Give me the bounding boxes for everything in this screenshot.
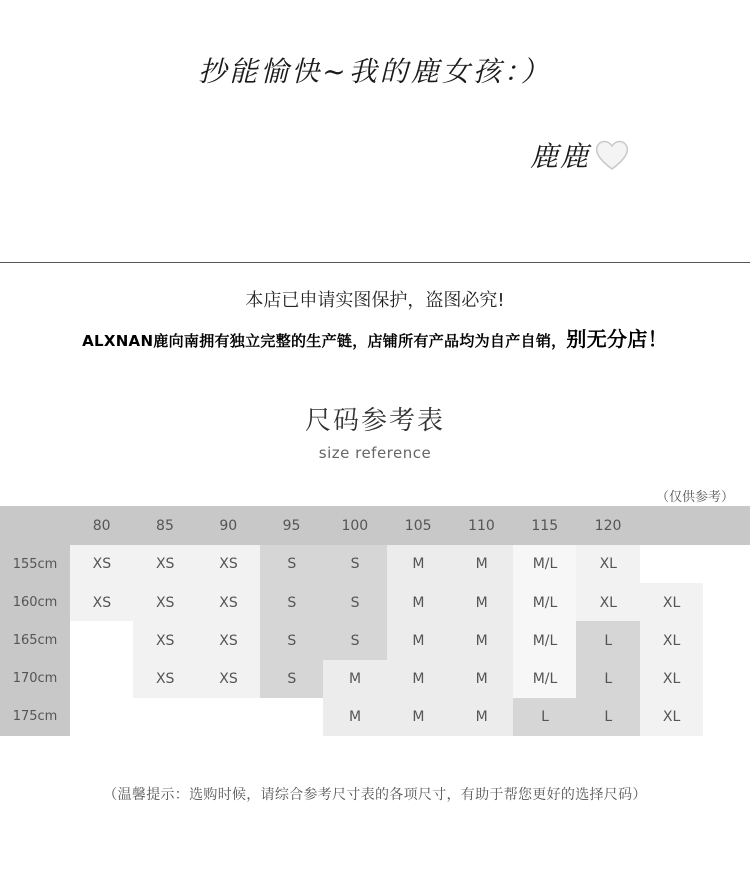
- bust-column-header: 80: [92, 517, 111, 534]
- height-row-label: 165cm: [0, 621, 70, 659]
- size-cell: XS: [70, 545, 134, 584]
- signature-name: 鹿鹿: [530, 140, 591, 173]
- size-cell: M: [450, 698, 514, 737]
- white-heart-icon: [594, 138, 630, 172]
- size-cell: XS: [70, 583, 134, 622]
- reference-note: （仅供参考）: [655, 490, 734, 505]
- size-cell: S: [323, 621, 387, 660]
- empty-cell: [133, 698, 197, 737]
- empty-cell: [70, 621, 134, 660]
- size-cell: XS: [133, 583, 197, 622]
- size-cell: S: [323, 583, 387, 622]
- size-cell: S: [260, 621, 324, 660]
- size-cell: L: [576, 621, 640, 660]
- size-cell: S: [260, 545, 324, 584]
- size-cell: XS: [197, 545, 261, 584]
- bust-column-header: 90: [219, 517, 238, 534]
- size-cell: M: [387, 660, 451, 699]
- size-cell: M: [450, 583, 514, 622]
- size-cell: M/L: [513, 621, 577, 660]
- size-cell: L: [576, 660, 640, 699]
- tip-text: （温馨提示：选购时候，请综合参考尺寸表的各项尺寸，有助于帮您更好的选择尺码）: [103, 787, 647, 803]
- bust-column-header: 110: [468, 517, 495, 534]
- size-cell: XL: [640, 698, 704, 737]
- bust-column-header: 85: [156, 517, 174, 534]
- size-cell: L: [513, 698, 577, 737]
- production-notice-text: ALXNAN鹿向南拥有独立完整的生产链，店铺所有产品均为自产自销，: [82, 332, 567, 350]
- size-cell: L: [576, 698, 640, 737]
- production-notice: [0, 323, 750, 352]
- size-cell: S: [260, 660, 324, 699]
- size-chart-subtitle: size reference: [318, 444, 432, 462]
- size-cell: M: [450, 621, 514, 660]
- size-cell: XS: [133, 621, 197, 660]
- size-cell: M: [387, 583, 451, 622]
- bust-column-header: 100: [341, 517, 369, 534]
- size-cell: XL: [576, 545, 640, 584]
- size-cell: XL: [640, 583, 704, 622]
- copyright-notice: 本店已申请实图保护，盗图必究!: [245, 290, 505, 311]
- bust-column-header: 105: [404, 517, 432, 534]
- size-cell: M: [323, 698, 387, 737]
- size-cell: XS: [197, 583, 261, 622]
- size-cell: XS: [133, 545, 197, 584]
- bust-column-header: 95: [282, 517, 301, 534]
- signature: [530, 135, 630, 175]
- height-row-label: 175cm: [0, 698, 70, 736]
- bust-column-header: 115: [531, 517, 559, 534]
- size-cell: M: [450, 660, 514, 699]
- empty-cell: [197, 698, 261, 737]
- empty-cell: [70, 698, 134, 737]
- size-cell: M/L: [513, 660, 577, 699]
- size-cell: S: [260, 583, 324, 622]
- size-cell: XS: [197, 621, 261, 660]
- size-cell: XS: [197, 660, 261, 699]
- height-row-label: 170cm: [0, 660, 70, 698]
- size-cell: XL: [640, 660, 704, 699]
- size-cell: M: [387, 621, 451, 660]
- empty-cell: [260, 698, 324, 737]
- size-cell: XL: [576, 583, 640, 622]
- empty-cell: [70, 660, 134, 699]
- size-cell: S: [323, 545, 387, 584]
- size-cell: XL: [640, 621, 704, 660]
- size-cell: XS: [133, 660, 197, 699]
- greeting-text: 抄能愉快~我的鹿女孩：）: [198, 55, 552, 88]
- section-divider: [0, 262, 750, 263]
- size-chart-title: 尺码参考表: [304, 406, 445, 436]
- height-row-label: 155cm: [0, 545, 70, 583]
- height-row-label: 160cm: [0, 583, 70, 621]
- empty-cell: [640, 545, 704, 584]
- size-table: [0, 506, 750, 738]
- size-cell: M: [323, 660, 387, 699]
- size-cell: M: [450, 545, 514, 584]
- size-cell: M/L: [513, 545, 577, 584]
- bust-column-header: 120: [594, 517, 622, 534]
- size-cell: M: [387, 545, 451, 584]
- size-cell: M/L: [513, 583, 577, 622]
- production-notice-emphasis: 别无分店！: [566, 327, 668, 351]
- size-cell: M: [387, 698, 451, 737]
